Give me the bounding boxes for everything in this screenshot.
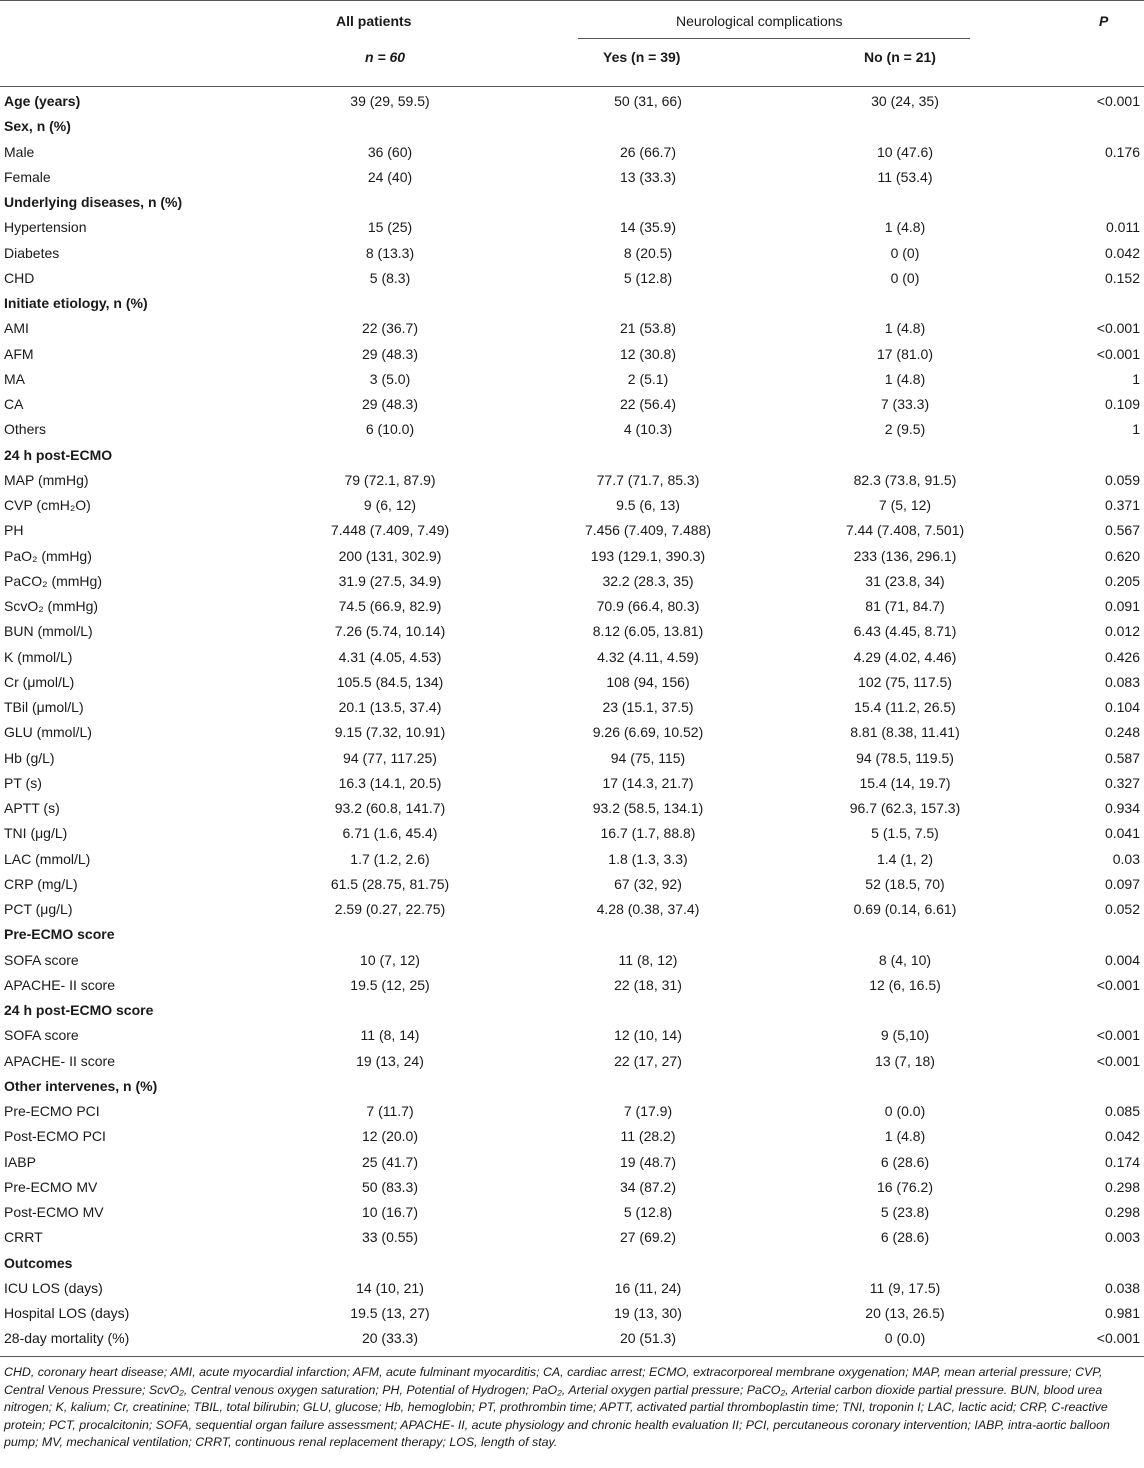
header-neuro-group: Neurological complications <box>676 13 843 29</box>
table-row <box>0 1300 1144 1325</box>
section-row <box>0 921 1144 946</box>
table-row <box>0 972 1144 997</box>
table-row <box>0 467 1144 492</box>
cell-p-value: 0.298 <box>1104 1204 1140 1220</box>
cell-no: 1.4 (1, 2) <box>876 850 934 867</box>
cell-all-patients: 29 (48.3) <box>361 345 419 362</box>
table-row <box>0 240 1144 265</box>
cell-all-patients: 19 (13, 24) <box>356 1052 424 1069</box>
row-label: PH <box>4 522 24 539</box>
row-label: Others <box>4 421 47 438</box>
cell-all-patients: 15 (25) <box>367 219 413 236</box>
cell-yes: 32.2 (28.3, 35) <box>602 572 694 589</box>
cell-p-value: 0.426 <box>1104 648 1140 665</box>
row-label: 24 h post-ECMO <box>4 446 113 463</box>
cell-p-value: 0.052 <box>1104 901 1140 917</box>
table-row <box>0 139 1144 164</box>
cell-all-patients: 29 (48.3) <box>361 396 419 412</box>
cell-p-value: 0.205 <box>1104 572 1140 589</box>
cell-all-patients: 7.448 (7.409, 7.49) <box>330 522 450 539</box>
cell-yes: 27 (69.2) <box>619 1229 677 1246</box>
row-label: APACHE- II score <box>4 976 115 993</box>
row-label: AMI <box>4 320 29 337</box>
table-row <box>0 568 1144 593</box>
cell-yes: 1.8 (1.3, 3.3) <box>608 850 688 867</box>
cell-no: 1 (4.8) <box>884 370 926 387</box>
cell-yes: 9.26 (6.69, 10.52) <box>592 724 704 741</box>
table-row <box>0 366 1144 391</box>
cell-p-value: <0.001 <box>1096 1052 1140 1069</box>
row-label: 28-day mortality (%) <box>4 1330 130 1347</box>
cell-p-value: 0.176 <box>1104 143 1140 160</box>
cell-p-value: 0.003 <box>1104 1229 1140 1246</box>
cell-all-patients: 31.9 (27.5, 34.9) <box>338 572 442 589</box>
cell-all-patients: 14 (10, 21) <box>356 1279 424 1296</box>
cell-yes: 50 (31, 66) <box>614 93 682 109</box>
section-row <box>0 290 1144 315</box>
table-row <box>0 1275 1144 1300</box>
table-row <box>0 1174 1144 1199</box>
table-row <box>0 770 1144 795</box>
cell-no: 6 (28.6) <box>880 1153 930 1170</box>
cell-yes: 5 (12.8) <box>623 1204 673 1220</box>
table-row <box>0 820 1144 845</box>
table-row <box>0 341 1144 366</box>
cell-no: 9 (5,10) <box>880 1027 930 1044</box>
table-row <box>0 214 1144 239</box>
cell-all-patients: 12 (20.0) <box>361 1128 419 1145</box>
cell-no: 0 (0) <box>890 269 920 286</box>
cell-no: 13 (7, 18) <box>875 1052 935 1069</box>
cell-yes: 34 (87.2) <box>619 1178 677 1195</box>
cell-p-value: <0.001 <box>1096 320 1140 337</box>
cell-no: 17 (81.0) <box>876 345 934 362</box>
table-row <box>0 315 1144 340</box>
cell-no: 6 (28.6) <box>880 1229 930 1246</box>
cell-yes: 4 (10.3) <box>623 421 673 438</box>
table-row <box>0 745 1144 770</box>
row-label: GLU (mmol/L) <box>4 724 92 741</box>
table-row <box>0 1325 1144 1350</box>
table-row <box>0 694 1144 719</box>
cell-yes: 12 (30.8) <box>619 345 677 362</box>
table-row <box>0 846 1144 871</box>
row-label: Pre-ECMO PCI <box>4 1103 100 1119</box>
cell-p-value: 0.091 <box>1104 598 1140 614</box>
row-label: Pre-ECMO score <box>4 926 115 943</box>
cell-no: 10 (47.6) <box>876 143 934 160</box>
cell-yes: 19 (13, 30) <box>614 1305 682 1321</box>
cell-no: 4.29 (4.02, 4.46) <box>853 648 957 665</box>
cell-all-patients: 9.15 (7.32, 10.91) <box>334 724 446 741</box>
cell-no: 7 (33.3) <box>880 396 930 412</box>
cell-yes: 8 (20.5) <box>623 244 673 261</box>
cell-all-patients: 33 (0.55) <box>361 1229 419 1246</box>
cell-p-value: 0.104 <box>1104 699 1140 715</box>
row-label: Post-ECMO PCI <box>4 1128 106 1145</box>
section-row <box>0 88 1144 113</box>
cell-p-value: 0.038 <box>1104 1279 1140 1296</box>
table-row <box>0 719 1144 744</box>
row-label: Hb (g/L) <box>4 749 55 766</box>
cell-all-patients: 74.5 (66.9, 82.9) <box>338 598 442 614</box>
cell-p-value: 0.083 <box>1104 673 1140 690</box>
cell-no: 11 (9, 17.5) <box>869 1279 941 1296</box>
cell-no: 96.7 (62.3, 157.3) <box>849 800 961 816</box>
table-row <box>0 1224 1144 1249</box>
cell-all-patients: 9 (6, 12) <box>363 497 417 513</box>
cell-no: 20 (13, 26.5) <box>865 1305 945 1321</box>
cell-p-value: <0.001 <box>1096 976 1140 993</box>
table-row <box>0 593 1144 618</box>
section-row <box>0 189 1144 214</box>
cell-no: 233 (136, 296.1) <box>853 547 957 564</box>
cell-yes: 16 (11, 24) <box>614 1279 682 1296</box>
cell-no: 0.69 (0.14, 6.61) <box>853 901 957 917</box>
cell-all-patients: 10 (7, 12) <box>360 951 420 968</box>
cell-p-value: 0.011 <box>1106 219 1140 236</box>
table-bottom-rule <box>0 1356 1144 1357</box>
cell-yes: 8.12 (6.05, 13.81) <box>592 623 704 640</box>
table-row <box>0 1022 1144 1047</box>
table-row <box>0 871 1144 896</box>
row-label: Sex, n (%) <box>4 118 71 135</box>
table-row <box>0 391 1144 416</box>
cell-no: 0 (0.0) <box>884 1103 926 1119</box>
row-label: AFM <box>4 345 34 362</box>
cell-yes: 4.28 (0.38, 37.4) <box>596 901 700 917</box>
cell-all-patients: 20 (33.3) <box>361 1330 419 1347</box>
cell-yes: 17 (14.3, 21.7) <box>602 774 694 791</box>
cell-yes: 2 (5.1) <box>627 370 669 387</box>
cell-yes: 11 (28.2) <box>620 1128 676 1145</box>
cell-p-value: 0.371 <box>1104 497 1140 513</box>
cell-p-value: 0.042 <box>1104 1128 1140 1145</box>
cell-p-value: 0.298 <box>1104 1178 1140 1195</box>
row-label: MAP (mmHg) <box>4 471 89 488</box>
cell-no: 11 (53.4) <box>877 168 933 185</box>
cell-p-value: 0.620 <box>1104 547 1140 564</box>
cell-yes: 77.7 (71.7, 85.3) <box>596 471 700 488</box>
cell-no: 1 (4.8) <box>884 1128 926 1145</box>
table-row <box>0 1123 1144 1148</box>
cell-p-value: 0.004 <box>1104 951 1140 968</box>
row-label: MA <box>4 370 25 387</box>
row-label: Hypertension <box>4 219 87 236</box>
table-row <box>0 1098 1144 1123</box>
cell-yes: 94 (75, 115) <box>610 749 686 766</box>
cell-all-patients: 20.1 (13.5, 37.4) <box>338 699 442 715</box>
cell-yes: 67 (32, 92) <box>614 875 682 892</box>
table-row <box>0 644 1144 669</box>
cell-no: 82.3 (73.8, 91.5) <box>853 471 957 488</box>
cell-no: 5 (23.8) <box>880 1204 930 1220</box>
cell-no: 1 (4.8) <box>884 320 926 337</box>
header-bottom-rule <box>0 86 1144 87</box>
row-label: LAC (mmol/L) <box>4 850 91 867</box>
row-label: Male <box>4 143 35 160</box>
table-row <box>0 164 1144 189</box>
cell-no: 102 (75, 117.5) <box>858 673 952 690</box>
cell-yes: 4.32 (4.11, 4.59) <box>597 648 699 665</box>
table-row <box>0 1199 1144 1224</box>
row-label: BUN (mmol/L) <box>4 623 93 640</box>
cell-yes: 5 (12.8) <box>623 269 673 286</box>
row-label: Hospital LOS (days) <box>4 1305 130 1321</box>
header-n-all: n = 60 <box>365 49 406 65</box>
row-label: SOFA score <box>4 1027 79 1044</box>
row-label: Underlying diseases, n (%) <box>4 194 183 210</box>
row-label: CHD <box>4 269 35 286</box>
row-label: Initiate etiology, n (%) <box>4 295 148 311</box>
cell-all-patients: 105.5 (84.5, 134) <box>336 673 444 690</box>
cell-yes: 12 (10, 14) <box>614 1027 682 1044</box>
row-label: CRP (mg/L) <box>4 875 78 892</box>
table-footnote: CHD, coronary heart disease; AMI, acute myocardial infarction; AFM, acute fulminant myocarditis; CA, cardiac arrest; ECMO, extracorporeal membrane oxygenation; MAP, mean arterial pressure; CVP, Central Venous Pressure; ScvO₂, Central venous oxygen saturation; PH, Potential of Hydrogen; PaO₂, Arterial oxygen partial pressure; PaCO₂, Arterial carbon dioxide partial pressure. BUN, blood urea nitrogen; K, kalium; Cr, creatinine; TBIL, total bilirubin; GLU, glucose; Hb, hemoglobin; PT, prothrombin time; APTT, activated partial thromboplastin time; TNI, troponin I; LAC, lactic acid; CRP, C-reactive protein; PCT, procalcitonin; SOFA, sequential organ failure assessment; APACHE- II, acute physiology and chronic health evaluation II; PCI, percutaneous coronary intervention; IABP, intra-aortic balloon pump; MV, mechanical ventilation; CRRT, continuous renal replacement therapy; LOS, length of stay. <box>4 1365 1110 1450</box>
row-label: PaCO₂ (mmHg) <box>4 572 102 589</box>
header-all-patients: All patients <box>336 13 412 29</box>
row-label: PT (s) <box>4 774 42 791</box>
cell-all-patients: 50 (83.3) <box>361 1178 419 1195</box>
cell-p-value: 1 <box>1132 370 1140 387</box>
cell-p-value: 0.109 <box>1104 396 1140 412</box>
header-yes: Yes (n = 39) <box>603 49 681 65</box>
cell-yes: 22 (17, 27) <box>614 1052 682 1069</box>
row-label: PaO₂ (mmHg) <box>4 547 92 564</box>
section-row <box>0 113 1144 138</box>
table-body <box>0 88 1144 1351</box>
cell-no: 8.81 (8.38, 11.41) <box>850 724 960 741</box>
group-header-rule <box>578 38 970 39</box>
cell-p-value: 0.097 <box>1104 875 1140 892</box>
cell-no: 0 (0.0) <box>884 1330 926 1347</box>
cell-no: 7 (5, 12) <box>878 497 932 513</box>
cell-all-patients: 2.59 (0.27, 22.75) <box>334 901 446 917</box>
table-row <box>0 265 1144 290</box>
cell-p-value: 0.587 <box>1104 749 1140 766</box>
table-row <box>0 492 1144 517</box>
table-row <box>0 669 1144 694</box>
row-label: Pre-ECMO MV <box>4 1178 98 1195</box>
section-row <box>0 1073 1144 1098</box>
cell-yes: 22 (56.4) <box>619 396 677 412</box>
table-top-rule <box>0 0 1144 1</box>
cell-yes: 14 (35.9) <box>619 219 677 236</box>
cell-p-value: 0.248 <box>1104 724 1140 741</box>
table-row <box>0 618 1144 643</box>
cell-p-value: <0.001 <box>1096 1027 1140 1044</box>
row-label: CA <box>4 396 24 412</box>
cell-yes: 22 (18, 31) <box>614 976 682 993</box>
cell-all-patients: 1.7 (1.2, 2.6) <box>350 850 430 867</box>
row-label: Age (years) <box>4 93 81 109</box>
row-label: Outcomes <box>4 1254 73 1271</box>
cell-yes: 23 (15.1, 37.5) <box>602 699 694 715</box>
cell-p-value: 0.567 <box>1104 522 1140 539</box>
row-label: TNI (μg/L) <box>4 825 68 842</box>
row-label: Post-ECMO MV <box>4 1204 104 1220</box>
cell-p-value: 0.012 <box>1104 623 1140 640</box>
cell-all-patients: 94 (77, 117.25) <box>343 749 437 766</box>
cell-no: 6.43 (4.45, 8.71) <box>853 623 957 640</box>
cell-yes: 20 (51.3) <box>619 1330 677 1347</box>
row-label: K (mmol/L) <box>4 648 73 665</box>
cell-p-value: 0.981 <box>1104 1305 1140 1321</box>
cell-yes: 13 (33.3) <box>619 168 677 185</box>
cell-all-patients: 24 (40) <box>367 168 413 185</box>
cell-p-value: 0.059 <box>1104 471 1140 488</box>
cell-yes: 7 (17.9) <box>623 1103 673 1119</box>
cell-p-value: <0.001 <box>1096 93 1140 109</box>
cell-yes: 9.5 (6, 13) <box>616 497 680 513</box>
table-row <box>0 416 1144 441</box>
cell-p-value: 0.174 <box>1104 1153 1140 1170</box>
cell-all-patients: 7 (11.7) <box>366 1103 414 1119</box>
cell-no: 30 (24, 35) <box>871 93 939 109</box>
cell-no: 8 (4, 10) <box>878 951 932 968</box>
cell-yes: 26 (66.7) <box>619 143 677 160</box>
header-no: No (n = 21) <box>864 49 936 65</box>
cell-all-patients: 4.31 (4.05, 4.53) <box>338 648 442 665</box>
cell-no: 12 (6, 16.5) <box>869 976 941 993</box>
cell-all-patients: 19.5 (13, 27) <box>350 1305 430 1321</box>
cell-yes: 108 (94, 156) <box>606 673 690 690</box>
row-label: Diabetes <box>4 244 60 261</box>
table-row <box>0 947 1144 972</box>
cell-no: 7.44 (7.408, 7.501) <box>845 522 965 539</box>
row-label: SOFA score <box>4 951 79 968</box>
cell-no: 94 (78.5, 119.5) <box>856 749 954 766</box>
row-label: APTT (s) <box>4 800 60 816</box>
table-row <box>0 543 1144 568</box>
cell-p-value: 1 <box>1132 421 1140 438</box>
cell-p-value: 0.042 <box>1104 244 1140 261</box>
cell-no: 0 (0) <box>890 244 920 261</box>
cell-yes: 193 (129.1, 390.3) <box>590 547 706 564</box>
cell-p-value: 0.03 <box>1112 850 1140 867</box>
table-row <box>0 517 1144 542</box>
row-label: Cr (μmol/L) <box>4 673 75 690</box>
cell-all-patients: 36 (60) <box>367 143 413 160</box>
cell-yes: 7.456 (7.409, 7.488) <box>584 522 712 539</box>
cell-all-patients: 39 (29, 59.5) <box>350 93 430 109</box>
cell-yes: 21 (53.8) <box>619 320 677 337</box>
section-row <box>0 442 1144 467</box>
cell-all-patients: 79 (72.1, 87.9) <box>344 471 436 488</box>
row-label: TBil (μmol/L) <box>4 699 84 715</box>
cell-p-value: 0.152 <box>1104 269 1140 286</box>
cell-all-patients: 6 (10.0) <box>365 421 415 438</box>
section-row <box>0 997 1144 1022</box>
row-label: ScvO₂ (mmHg) <box>4 598 99 614</box>
cell-all-patients: 200 (131, 302.9) <box>338 547 442 564</box>
table-row <box>0 896 1144 921</box>
cell-yes: 93.2 (58.5, 134.1) <box>592 800 704 816</box>
cell-no: 31 (23.8, 34) <box>865 572 945 589</box>
row-label: IABP <box>4 1153 36 1170</box>
row-label: ICU LOS (days) <box>4 1279 103 1296</box>
table-row <box>0 795 1144 820</box>
row-label: CVP (cmH₂O) <box>4 497 91 513</box>
cell-p-value: 0.934 <box>1104 800 1140 816</box>
row-label: PCT (μg/L) <box>4 901 73 917</box>
cell-all-patients: 25 (41.7) <box>361 1153 419 1170</box>
row-label: 24 h post-ECMO score <box>4 1002 154 1018</box>
cell-p-value: 0.327 <box>1104 774 1140 791</box>
row-label: CRRT <box>4 1229 43 1246</box>
cell-no: 15.4 (11.2, 26.5) <box>854 699 956 715</box>
cell-no: 16 (76.2) <box>876 1178 934 1195</box>
table-row <box>0 1149 1144 1174</box>
cell-all-patients: 5 (8.3) <box>369 269 411 286</box>
cell-all-patients: 16.3 (14.1, 20.5) <box>338 774 442 791</box>
section-row <box>0 1250 1144 1275</box>
row-label: Other intervenes, n (%) <box>4 1077 158 1094</box>
cell-all-patients: 3 (5.0) <box>369 370 411 387</box>
row-label: APACHE- II score <box>4 1052 115 1069</box>
cell-all-patients: 6.71 (1.6, 45.4) <box>342 825 438 842</box>
cell-yes: 16.7 (1.7, 88.8) <box>600 825 696 842</box>
cell-all-patients: 22 (36.7) <box>361 320 419 337</box>
cell-yes: 70.9 (66.4, 80.3) <box>596 598 700 614</box>
table-row <box>0 1048 1144 1073</box>
cell-no: 2 (9.5) <box>884 421 926 438</box>
cell-all-patients: 8 (13.3) <box>365 244 415 261</box>
cell-all-patients: 93.2 (60.8, 141.7) <box>334 800 446 816</box>
row-label: Female <box>4 168 51 185</box>
cell-all-patients: 61.5 (28.75, 81.75) <box>330 875 450 892</box>
cell-all-patients: 7.26 (5.74, 10.14) <box>334 623 446 640</box>
cell-no: 52 (18.5, 70) <box>865 875 945 892</box>
cell-p-value: <0.001 <box>1096 1330 1140 1347</box>
cell-all-patients: 11 (8, 14) <box>360 1027 420 1044</box>
cell-yes: 11 (8, 12) <box>618 951 678 968</box>
cell-no: 15.4 (14, 19.7) <box>859 774 951 791</box>
cell-p-value: 0.041 <box>1104 825 1140 842</box>
cell-no: 1 (4.8) <box>884 219 926 236</box>
cell-no: 81 (71, 84.7) <box>865 598 945 614</box>
cell-p-value: <0.001 <box>1096 345 1140 362</box>
cell-p-value: 0.085 <box>1104 1103 1140 1119</box>
cell-all-patients: 19.5 (12, 25) <box>350 976 430 993</box>
cell-no: 5 (1.5, 7.5) <box>871 825 939 842</box>
cell-all-patients: 10 (16.7) <box>361 1204 419 1220</box>
cell-yes: 19 (48.7) <box>619 1153 677 1170</box>
header-p-value: P <box>1099 13 1109 29</box>
